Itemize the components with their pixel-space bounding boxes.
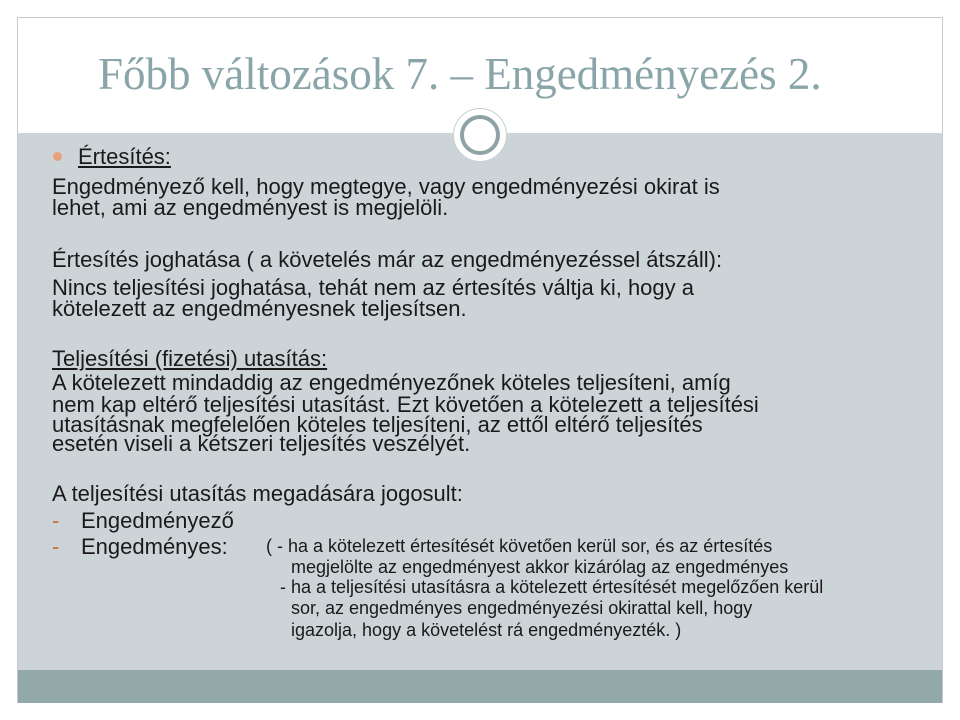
effect-text-line: Nincs teljesítési joghatása, tehát nem az értesítés váltja ki, hogy a: [52, 275, 694, 300]
sub-text-line: ( - ha a kötelezett értesítését követően kerül sor, és az értesítés: [266, 536, 773, 556]
notice-text-line: Engedményező kell, hogy megtegye, vagy engedményezési okirat is: [52, 174, 720, 199]
list-item-engedmenyes: Engedményes:: [81, 534, 228, 559]
instruction-text-line: nem kap eltérő teljesítési utasítást. Ezt követően a kötelezett a teljesítési: [52, 392, 759, 417]
slide-title: Főbb változások 7. – Engedményezés 2.: [98, 49, 822, 99]
circle-ring-icon: [460, 115, 500, 155]
notice-text-line: lehet, ami az engedményest is megjelöli.: [52, 195, 449, 220]
dash-marker: -: [52, 508, 60, 533]
instruction-text-line: esetén viseli a kétszeri teljesítés veszélyét.: [52, 431, 471, 456]
instruction-text-line: utasításnak megfelelően köteles teljesíteni, az ettől eltérő teljesítés: [52, 412, 703, 437]
sub-text-line: sor, az engedményes engedményezési okirattal kell, hogy: [291, 598, 753, 618]
bullet-dot-icon: [53, 152, 62, 161]
sub-text-line: megjelölte az engedményest akkor kizárólag az engedményes: [291, 557, 789, 577]
instruction-text-line: A kötelezett mindaddig az engedményezőnek köteles teljesíteni, amíg: [52, 370, 731, 395]
sub-text-line: igazolja, hogy a követelést rá engedményezték. ): [291, 620, 682, 640]
list-item-engedmenyezo: Engedményező: [81, 508, 234, 533]
notice-heading: Értesítés:: [78, 144, 171, 169]
sub-text-line: - ha a teljesítési utasításra a kötelezett értesítését megelőzően kerül: [280, 577, 824, 597]
instruction-heading: Teljesítési (fizetési) utasítás:: [52, 346, 328, 371]
footer-bar: [18, 670, 942, 703]
effect-text-line: kötelezett az engedményesnek teljesítsen.: [52, 296, 467, 321]
effect-heading: Értesítés joghatása ( a követelés már az engedményezéssel átszáll):: [52, 247, 723, 272]
dash-marker: -: [52, 534, 60, 559]
authorized-heading: A teljesítési utasítás megadására jogosult:: [52, 481, 463, 506]
